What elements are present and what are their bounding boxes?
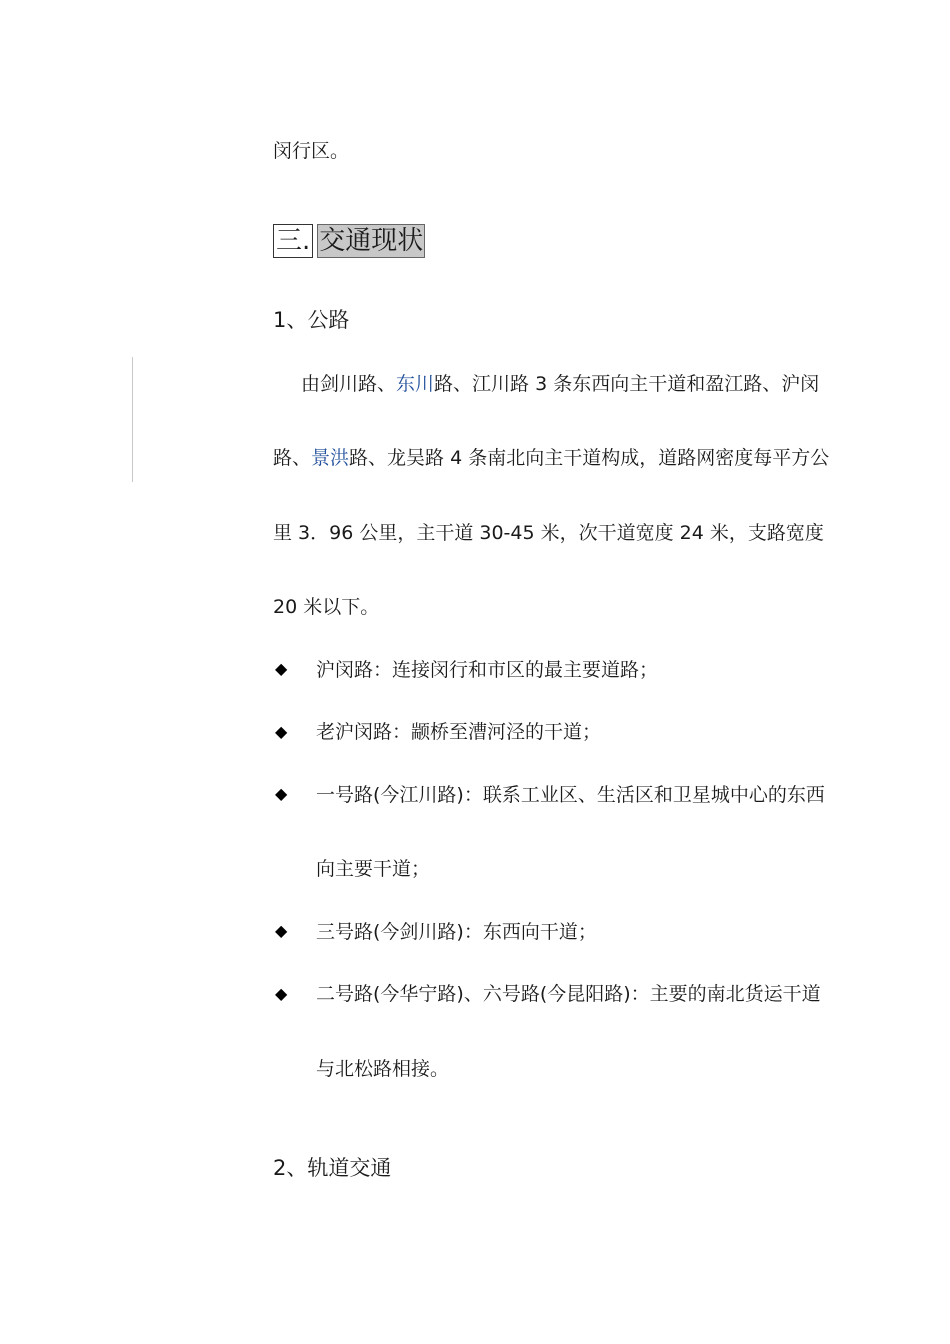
bullet-diamond-icon: ◆ (275, 784, 288, 803)
paragraph-line-1-part-a: 由剑川路、 (301, 373, 397, 395)
bullet-item-5-line-1: 二号路(今华宁路)、六号路(今昆阳路)：主要的南北货运干道 (316, 983, 821, 1005)
bullet-item-4: 三号路(今剑川路)：东西向干道； (316, 921, 597, 943)
paragraph-line-4: 20 米以下。 (273, 596, 380, 618)
paragraph-line-2 (273, 446, 829, 470)
bullet-diamond-icon: ◆ (275, 659, 288, 678)
paragraph-line-2-part-c: 路、龙吴路 4 条南北向主干道构成，道路网密度每平方公 (349, 447, 830, 469)
bullet-diamond-icon: ◆ (275, 984, 288, 1003)
paragraph-link-dongchuan: 东川 (396, 373, 435, 395)
bullet-item-1: 沪闵路：连接闵行和市区的最主要道路； (316, 659, 659, 681)
bullet-item-3-line-2: 向主要干道； (316, 858, 431, 880)
revision-change-bar (132, 357, 133, 482)
bullet-diamond-icon: ◆ (275, 722, 288, 741)
section-title: 交通现状 (319, 226, 424, 256)
paragraph-line-2-part-a: 路、 (273, 447, 312, 469)
bullet-item-3-line-1: 一号路(今江川路)：联系工业区、生活区和卫星城中心的东西 (316, 784, 825, 806)
bullet-diamond-icon: ◆ (275, 921, 288, 940)
paragraph-line-1-part-c: 路、江川路 3 条东西向主干道和盈江路、沪闵 (434, 373, 820, 395)
section-number: 三. (273, 224, 313, 258)
bullet-item-2: 老沪闵路：颛桥至漕河泾的干道； (316, 721, 602, 743)
bullet-item-5-line-2: 与北松路相接。 (316, 1058, 450, 1080)
paragraph-line-1 (301, 372, 819, 396)
section-heading (273, 224, 425, 258)
paragraph-line-3: 里 3．96 公里，主干道 30-45 米，次干道宽度 24 米，支路宽度 (273, 522, 824, 544)
paragraph-link-jinghong: 景洪 (311, 447, 350, 469)
subsection-title-rail: 2、轨道交通 (273, 1156, 392, 1180)
subsection-title-roads: 1、公路 (273, 308, 350, 332)
top-fragment: 闵行区。 (273, 140, 350, 162)
